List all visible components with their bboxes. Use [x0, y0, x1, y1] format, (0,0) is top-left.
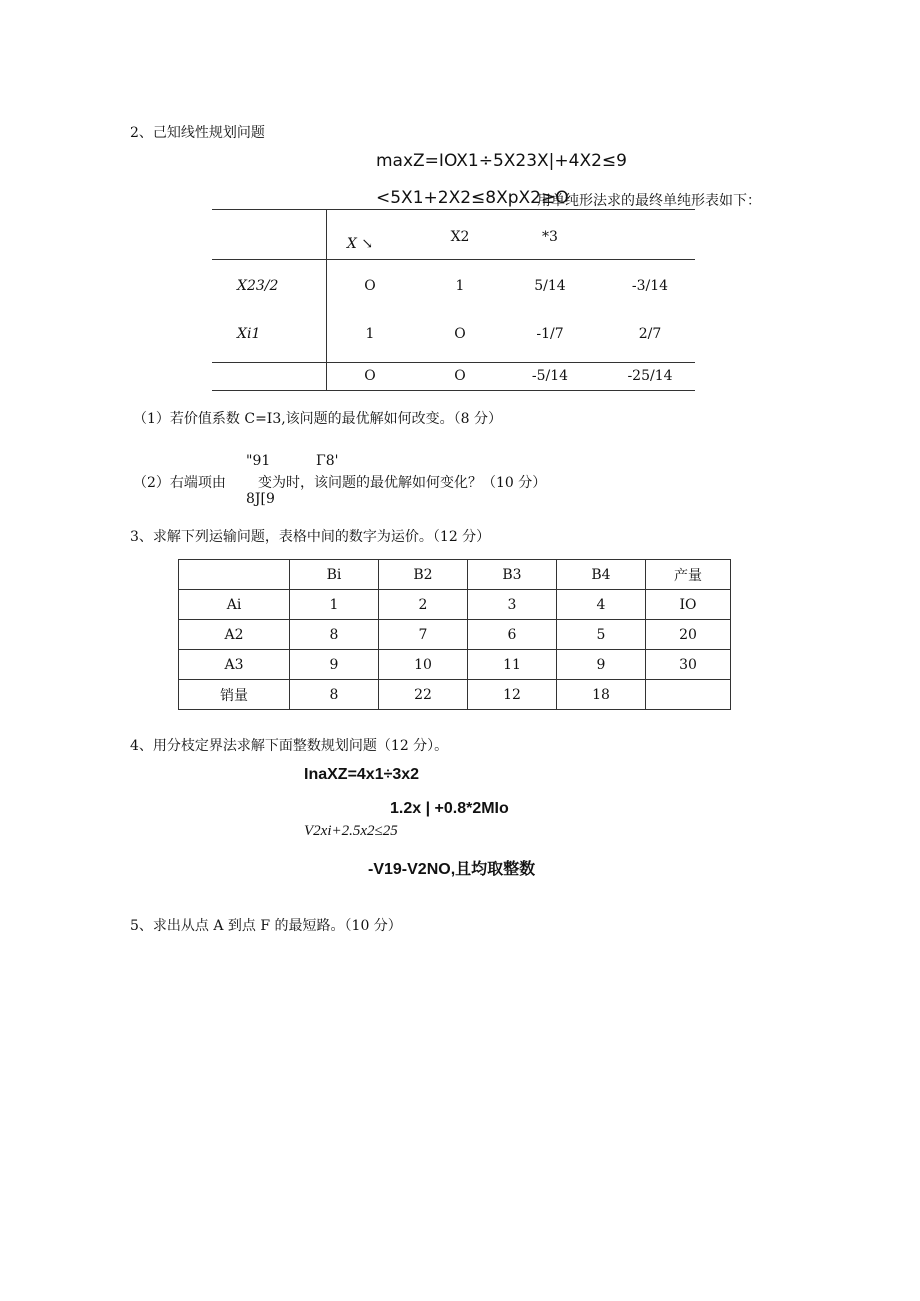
- table-cell: 7: [379, 620, 468, 650]
- table-row: [179, 680, 731, 710]
- table-cell: B2: [379, 560, 468, 590]
- simplex-cell: -3/14: [631, 278, 669, 294]
- simplex-row-label: X23/2: [237, 278, 279, 294]
- table-cell: 11: [468, 650, 557, 680]
- table-cell: B3: [468, 560, 557, 590]
- matrix-bottom: 8J[9: [246, 491, 275, 507]
- table-cell: A2: [179, 620, 290, 650]
- simplex-header-x2: X2: [450, 229, 470, 245]
- table-row: [179, 650, 731, 680]
- simplex-sigma-rule: [212, 362, 695, 363]
- table-cell: 产量: [646, 560, 731, 590]
- q2-constraint: <5X1+2X2≤8XpX2≥O: [376, 188, 569, 208]
- simplex-row-label: Xi1: [237, 326, 261, 342]
- q4-constraint-1: 1.2x | +0.8*2MIo: [390, 800, 509, 817]
- table-cell: IO: [646, 590, 731, 620]
- simplex-cell: 1: [365, 326, 375, 342]
- simplex-bottom-rule: [212, 390, 695, 391]
- q2-sub2-prefix: （2）右端项由: [133, 475, 226, 491]
- table-cell: Bi: [290, 560, 379, 590]
- q3-title: 3、求解下列运输问题，表格中间的数字为运价。（12 分）: [130, 529, 491, 545]
- simplex-header-x3: *3: [542, 229, 558, 245]
- table-cell: 12: [468, 680, 557, 710]
- q2-sub1: （1）若价值系数 C=I3,该问题的最优解如何改变。（8 分）: [133, 411, 503, 427]
- simplex-cell: O: [364, 368, 376, 384]
- table-cell: 20: [646, 620, 731, 650]
- table-cell: 1: [290, 590, 379, 620]
- table-cell: 8: [290, 620, 379, 650]
- table-cell: 22: [379, 680, 468, 710]
- simplex-cell: -1/7: [536, 326, 564, 342]
- table-cell: B4: [557, 560, 646, 590]
- simplex-cell: 1: [455, 278, 465, 294]
- table-row: [179, 620, 731, 650]
- table-cell: 5: [557, 620, 646, 650]
- simplex-cell: O: [364, 278, 376, 294]
- table-cell: 销量: [179, 680, 290, 710]
- transport-table: [178, 559, 731, 710]
- table-row: [179, 590, 731, 620]
- table-cell: 8: [290, 680, 379, 710]
- simplex-cell: O: [454, 368, 466, 384]
- table-row: [179, 560, 731, 590]
- q4-title: 4、用分枝定界法求解下面整数规划问题（12 分）。: [130, 738, 449, 754]
- simplex-header-rule: [212, 259, 695, 260]
- table-cell: [179, 560, 290, 590]
- simplex-cell: -5/14: [531, 368, 569, 384]
- table-cell: 9: [557, 650, 646, 680]
- table-cell: 3: [468, 590, 557, 620]
- table-cell: Ai: [179, 590, 290, 620]
- simplex-cell: 2/7: [638, 326, 662, 342]
- q2-title: 2、己知线性规划问题: [130, 125, 265, 141]
- table-cell: 9: [290, 650, 379, 680]
- q4-objective: InaXZ=4x1÷3x2: [304, 766, 420, 783]
- table-cell: 30: [646, 650, 731, 680]
- q4-constraint-3: -V19-V2NO,且均取整数: [368, 861, 536, 878]
- q2-objective: maxZ=IOX1÷5X23X|+4X2≤9: [376, 151, 627, 171]
- q5-title: 5、求出从点 A 到点 F 的最短路。（10 分）: [130, 918, 402, 934]
- table-cell: A3: [179, 650, 290, 680]
- table-cell: 6: [468, 620, 557, 650]
- simplex-cell: 5/14: [534, 278, 566, 294]
- simplex-top-rule: [212, 209, 695, 210]
- matrix-top-right: Γ8': [316, 453, 339, 469]
- q2-constraint-note: 用单纯形法求的最终单纯形表如下：: [537, 193, 761, 209]
- matrix-top-left: "91: [246, 453, 271, 469]
- simplex-cell: O: [454, 326, 466, 342]
- simplex-header-x1: X ↘: [346, 236, 374, 252]
- simplex-cell: -25/14: [627, 368, 673, 384]
- table-cell: 18: [557, 680, 646, 710]
- table-cell: 4: [557, 590, 646, 620]
- table-cell: 10: [379, 650, 468, 680]
- table-cell: 2: [379, 590, 468, 620]
- table-cell: [646, 680, 731, 710]
- q4-constraint-2: V2xi+2.5x2≤25: [304, 823, 398, 839]
- q2-sub2-suffix: 变为时，该问题的最优解如何变化？（10 分）: [258, 475, 547, 491]
